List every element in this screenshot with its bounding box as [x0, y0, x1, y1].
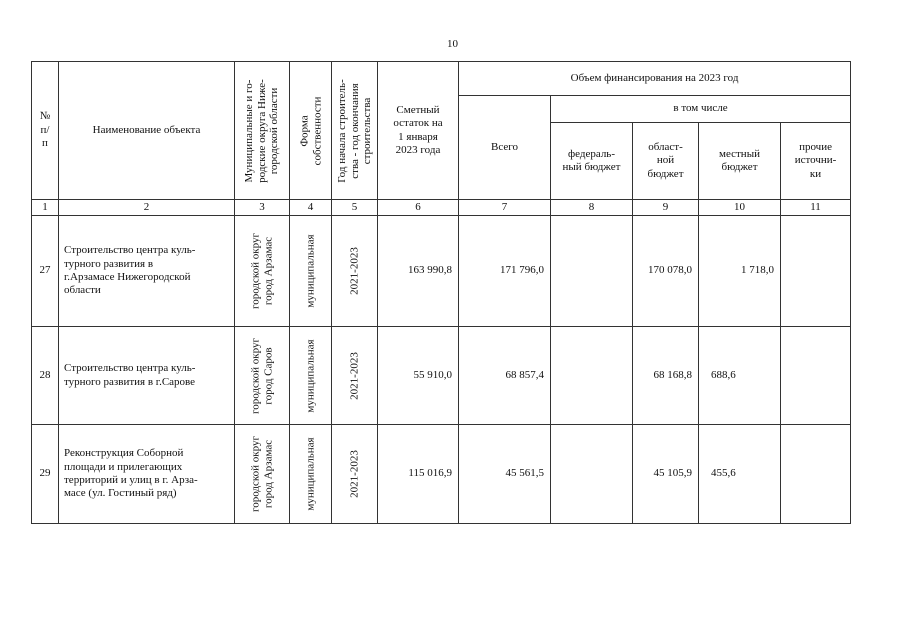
column-number: 9: [633, 200, 699, 216]
column-number: 11: [781, 200, 851, 216]
regional-cell: 45 105,9: [633, 425, 699, 524]
total-cell: 45 561,5: [459, 425, 551, 524]
header-regional: област- ной бюджет: [633, 123, 699, 200]
row-number: 27: [32, 216, 59, 327]
federal-cell: [551, 327, 633, 425]
table-row: [32, 425, 851, 524]
column-number: 2: [59, 200, 235, 216]
header-municipality: Муниципальные и го- родские округа Ниже- городской области: [235, 62, 290, 200]
municipality-cell: городской округ город Саров: [235, 327, 290, 425]
municipality-cell: городской округ город Арзамас: [235, 216, 290, 327]
federal-cell: [551, 216, 633, 327]
header-other: прочие источни- ки: [781, 123, 851, 200]
column-number: 6: [378, 200, 459, 216]
column-number: 5: [332, 200, 378, 216]
column-number: 1: [32, 200, 59, 216]
column-number: 8: [551, 200, 633, 216]
local-cell: 455,6: [699, 425, 781, 524]
header-row-1: [32, 62, 851, 96]
header-num: № п/ п: [32, 62, 59, 200]
ownership-cell: муниципальная: [290, 216, 332, 327]
header-total: Всего: [459, 96, 551, 200]
table-row: [32, 216, 851, 327]
local-cell: 688,6: [699, 327, 781, 425]
ownership-cell: муниципальная: [290, 327, 332, 425]
local-cell: 1 718,0: [699, 216, 781, 327]
header-federal: федераль- ный бюджет: [551, 123, 633, 200]
years-cell: 2021-2023: [332, 216, 378, 327]
header-ownership: Форма собственности: [290, 62, 332, 200]
header-local: местный бюджет: [699, 123, 781, 200]
header-funding: Объем финансирования на 2023 год: [459, 62, 851, 96]
other-cell: [781, 327, 851, 425]
object-name: Реконструкция Соборной площади и прилегающих территорий и улиц в г. Арза- масе (ул. Гостиный ряд): [59, 425, 235, 524]
federal-cell: [551, 425, 633, 524]
row-number: 29: [32, 425, 59, 524]
header-years: Год начала строитель- ства - год окончания строительства: [332, 62, 378, 200]
years-cell: 2021-2023: [332, 425, 378, 524]
total-cell: 171 796,0: [459, 216, 551, 327]
regional-cell: 170 078,0: [633, 216, 699, 327]
column-number: 10: [699, 200, 781, 216]
column-numbers-row: [32, 200, 851, 216]
column-number: 4: [290, 200, 332, 216]
balance-cell: 163 990,8: [378, 216, 459, 327]
column-number: 3: [235, 200, 290, 216]
table-row: [32, 327, 851, 425]
other-cell: [781, 425, 851, 524]
total-cell: 68 857,4: [459, 327, 551, 425]
financing-table: [31, 61, 851, 524]
other-cell: [781, 216, 851, 327]
header-including: в том числе: [551, 96, 851, 123]
column-number: 7: [459, 200, 551, 216]
regional-cell: 68 168,8: [633, 327, 699, 425]
row-number: 28: [32, 327, 59, 425]
page-number: 10: [447, 38, 458, 50]
object-name: Строительство центра куль- турного развития в г.Сарове: [59, 327, 235, 425]
ownership-cell: муниципальная: [290, 425, 332, 524]
balance-cell: 115 016,9: [378, 425, 459, 524]
balance-cell: 55 910,0: [378, 327, 459, 425]
header-name: Наименование объекта: [59, 62, 235, 200]
header-balance: Сметный остаток на 1 января 2023 года: [378, 62, 459, 200]
municipality-cell: городской округ город Арзамас: [235, 425, 290, 524]
object-name: Строительство центра куль- турного развития в г.Арзамасе Нижегородской области: [59, 216, 235, 327]
years-cell: 2021-2023: [332, 327, 378, 425]
